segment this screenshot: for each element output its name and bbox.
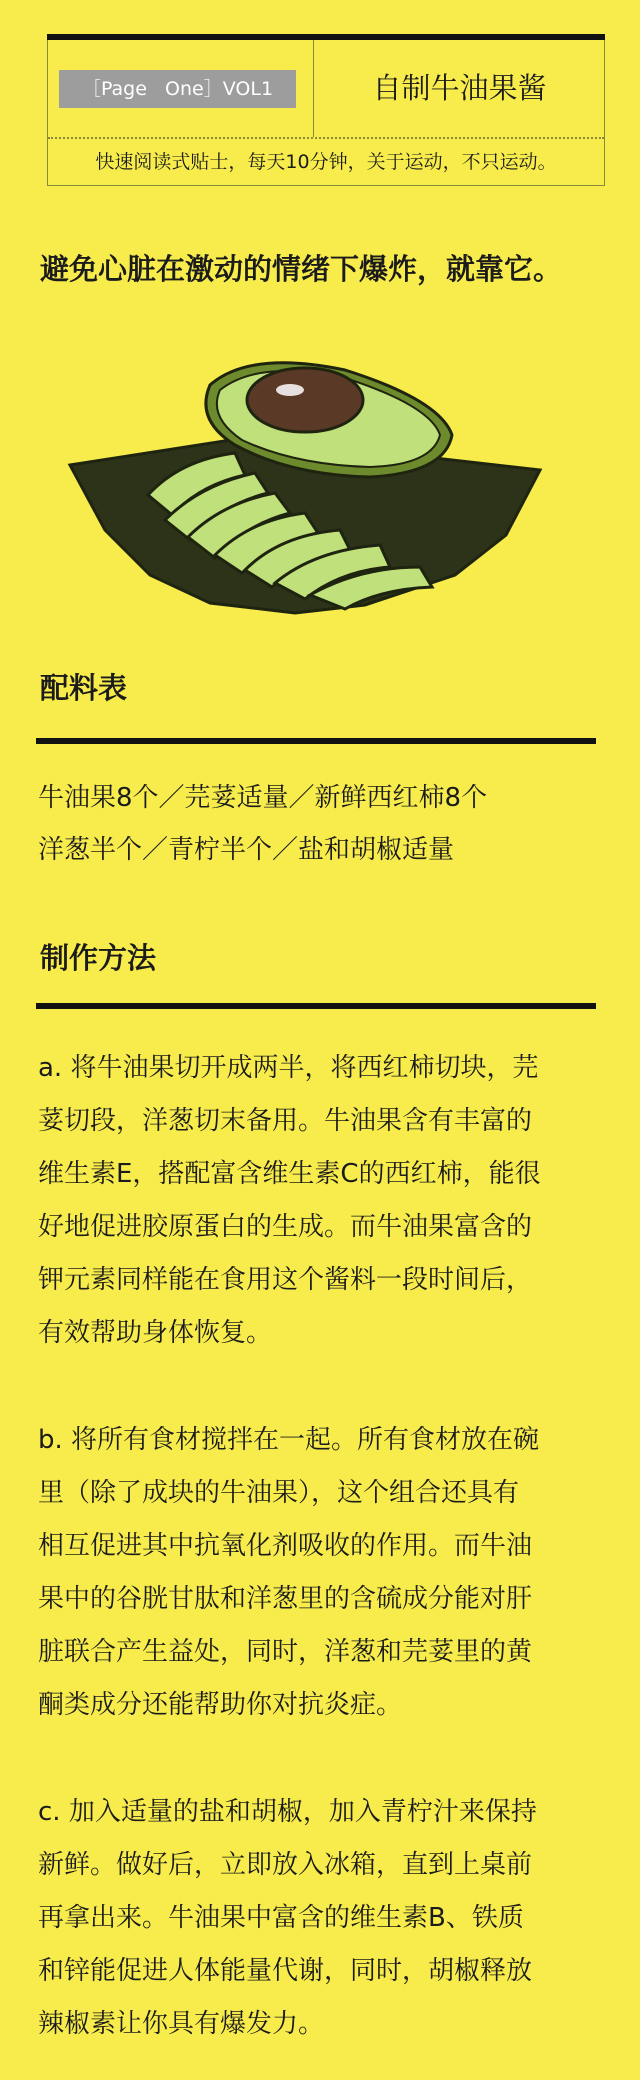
method-line: 再拿出来。牛油果中富含的维生素B、铁质 [38, 1903, 524, 1933]
method-line: b. 将所有食材搅拌在一起。所有食材放在碗 [38, 1425, 540, 1455]
method-line: 和锌能促进人体能量代谢，同时，胡椒释放 [38, 1956, 533, 1986]
method-line: 相互促进其中抗氧化剂吸收的作用。而牛油 [38, 1531, 533, 1561]
method-line: 好地促进胶原蛋白的生成。而牛油果富含的 [38, 1212, 533, 1242]
method-line: 荽切段，洋葱切末备用。牛油果含有丰富的 [38, 1106, 533, 1136]
avocado-pit [247, 368, 363, 432]
header-box [47, 40, 605, 186]
method-title: 制作方法 [40, 941, 157, 975]
method-line: 维生素E，搭配富含维生素C的西红柿，能很 [38, 1159, 541, 1189]
avocado-illustration [60, 345, 560, 625]
header-subtitle: 快速阅读式贴士，每天10分钟，关于运动，不只运动。 [95, 151, 557, 173]
method-line: 果中的谷胱甘肽和洋葱里的含硫成分能对肝 [38, 1584, 533, 1614]
method-line: c. 加入适量的盐和胡椒，加入青柠汁来保持 [38, 1797, 537, 1827]
method-line: 辣椒素让你具有爆发力。 [38, 2009, 325, 2039]
method-rule [36, 1003, 596, 1009]
ingredients-line: 洋葱半个／青柠半个／盐和胡椒适量 [38, 835, 455, 865]
method-line: 钾元素同样能在食用这个酱料一段时间后， [38, 1265, 533, 1295]
method-line: 酮类成分还能帮助你对抗炎症。 [38, 1690, 403, 1720]
headline: 避免心脏在激动的情绪下爆炸，就靠它。 [40, 252, 563, 286]
ingredients-line: 牛油果8个／芫荽适量／新鲜西红柿8个 [38, 783, 488, 813]
method-line: 脏联合产生益处，同时，洋葱和芫荽里的黄 [38, 1637, 533, 1667]
method-line: 里（除了成块的牛油果），这个组合还具有 [38, 1478, 520, 1508]
method-line: a. 将牛油果切开成两半，将西红柿切块，芫 [38, 1053, 539, 1083]
header-title: 自制牛油果酱 [372, 71, 547, 105]
page-tag: ［Page One］VOL1 [59, 70, 296, 108]
method-line: 有效帮助身体恢复。 [38, 1318, 273, 1348]
method-line: 新鲜。做好后，立即放入冰箱，直到上桌前 [38, 1850, 533, 1880]
ingredients-title: 配料表 [40, 671, 128, 705]
ingredients-rule [36, 738, 596, 744]
